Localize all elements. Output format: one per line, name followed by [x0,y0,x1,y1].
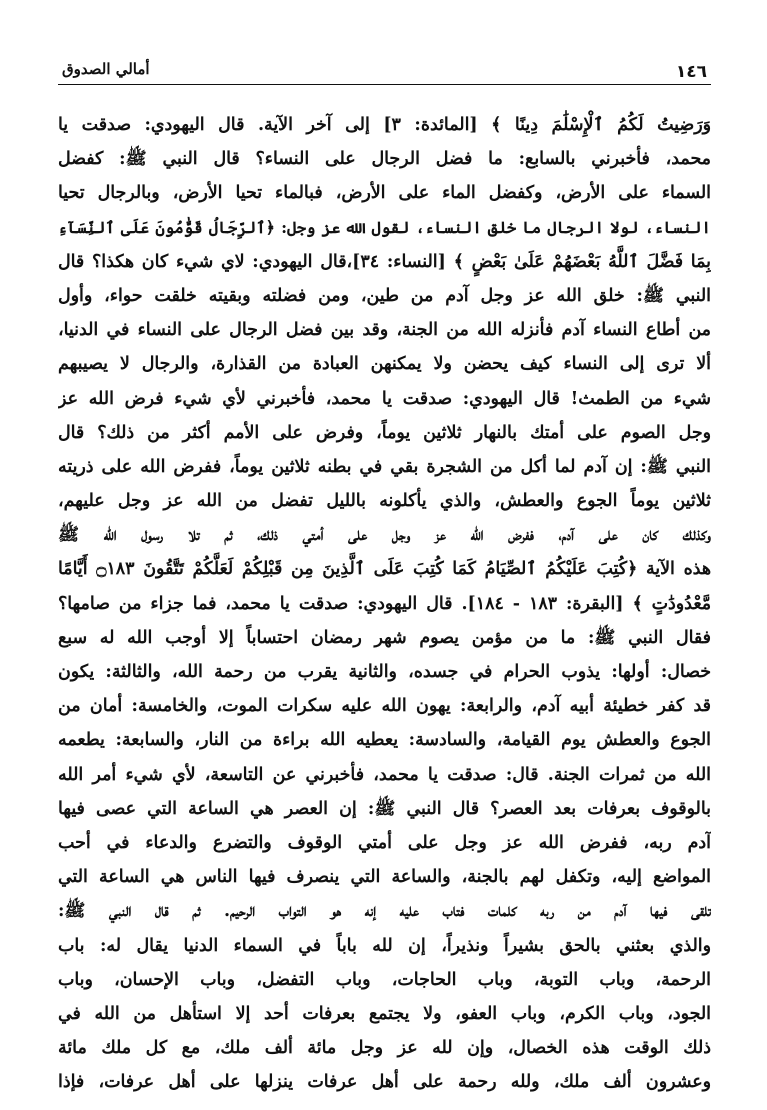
body-text [58,108,711,1099]
text-line: هذه الآية ﴿كُتِبَ عَلَيْكُمُ ٱلصِّيَامُ كَمَا كُتِبَ عَلَى ٱلَّذِينَ مِن قَبْلِكُمْ لَعَلَّكُمْ تَتَّقُونَ ۝١٨٣ أَيَّامًا [58,559,711,580]
text-line: وَرَضِيتُ لَكُمُ ٱلْإِسْلَٰمَ دِينًا ﴾ [المائدة: ٣] إلى آخر الآية. قال اليهودي: صدقت يا [58,115,711,135]
text-line: النبي ﷺ: خلق الله عز وجل آدم من طين، ومن فضلته وبقيته خلقت حواء، وأول [58,285,711,306]
text-line: بِمَا فَضَّلَ ٱللَّهُ بَعْضَهُمْ عَلَىٰ بَعْضٍ ﴾ [النساء: ٣٤]،قال اليهودي: لاي شيء كان هكذا؟ قال [58,251,711,272]
header-divider [58,84,711,85]
text-line: محمد، فأخبرني بالسابع: ما فضل الرجال على النساء؟ قال النبي ﷺ: كفضل [58,149,711,170]
text-line: مَّعْدُودَٰتٍ ﴾ [البقرة: ١٨٣ - ١٨٤]. قال اليهودي: صدقت يا محمد، فما جزاء من صامها؟ [58,593,711,614]
text-line: خصال: أولها: يذوب الحرام في جسده، والثانية يقرب من رحمة الله، والثالثة: يكون [58,662,711,682]
text-line: ألا ترى إلى النساء كيف يحضن ولا يمكنهن العبادة من القذارة، والرجال لا يصيبهم [58,354,711,375]
text-line: آدم ربه، ففرض الله عز وجل على أمتي الوقوف والتضرع والدعاء في أحب [58,832,711,853]
text-line: ثلاثين يوماً الجوع والعطش، والذي يأكلونه بالليل تفضل من الله عز وجل عليهم، [58,491,711,512]
text-line: الرحمة، وباب التوبة، وباب الحاجات، وباب التفضل، وباب الإحسان، وباب [58,969,711,990]
text-line: السماء على الأرض، وكفضل الماء على الأرض، فبالماء تحيا الأرض، وبالرجال تحيا [58,183,711,204]
text-line: الله من ثمرات الجنة. قال: صدقت يا محمد، فأخبرني عن التاسعة، لأي شيء أمر الله [58,764,711,785]
text-line: والذي بعثني بالحق بشيراً ونذيراً، إن لله باباً في السماء الدنيا يقال له: باب [58,935,711,956]
text-line: النبي ﷺ: إن آدم لما أكل من الشجرة بقي في بطنه ثلاثين يوماً، ففرض الله على ذريته [58,456,711,477]
text-line: وعشرون ألف ملك، ولله رحمة على أهل عرفات ينزلها على أهل عرفات، فإذا [58,1072,711,1093]
text-line: الجود، وباب الكرم، وباب العفو، ولا يجتمع بعرفات أحد إلا استأهل من الله في [58,1003,711,1024]
text-line: وجل الصوم على أمتك بالنهار ثلاثين يوماً، وفرض على الأمم أكثر من ذلك؟ قال [58,422,711,443]
running-header-book-title: أمالي الصدوق [62,60,150,78]
text-line: ذلك الوقت هذه الخصال، وإن لله عز وجل مائة ألف ملك، مع كل ملك مائة [58,1038,711,1059]
text-line: وكذلك كان على آدم، ففرض الله عز وجل على أمتي ذلك، ثم تلا رسول الله ﷺ [58,525,711,546]
page-number: ١٤٦ [675,62,707,82]
text-line: الجوع والعطش يوم القيامة، والسادسة: يعطيه الله براءة من النار، والسابعة: يطعمه [58,730,711,751]
text-line: شيء من الطمث! قال اليهودي: صدقت يا محمد، فأخبرني لأي شيء فرض الله عز [58,388,711,409]
text-line: بالوقوف بعرفات بعد العصر؟ قال النبي ﷺ: إن العصر هي الساعة التي عصى فيها [58,798,711,819]
text-line: فقال النبي ﷺ: ما من مؤمن يصوم شهر رمضان احتساباً إلا أوجب الله له سبع [58,627,711,648]
text-line: المواضع إليه، وتكفل لهم بالجنة، والساعة التي ينصرف فيها الناس هي الساعة التي [58,867,711,888]
text-line: تلقى فيها آدم من ربه كلمات فتاب عليه إنه هو التواب الرحيم. ثم قال النبي ﷺ: [58,901,711,922]
text-line: من أطاع النساء آدم فأنزله الله من الجنة، وقد بين فضل الرجال على النساء في الدنيا، [58,320,711,341]
text-line: النساء، لولا الرجال ما خلق النساء، لقول الله عز وجل: ﴿ٱلرِّجَالُ قَوَّٰمُونَ عَلَى ٱلنِّسَآءِ [58,217,711,237]
text-line: قد كفر خطيئة أبيه آدم، والرابعة: يهون الله عليه سكرات الموت، والخامسة: أمان من [58,696,711,717]
